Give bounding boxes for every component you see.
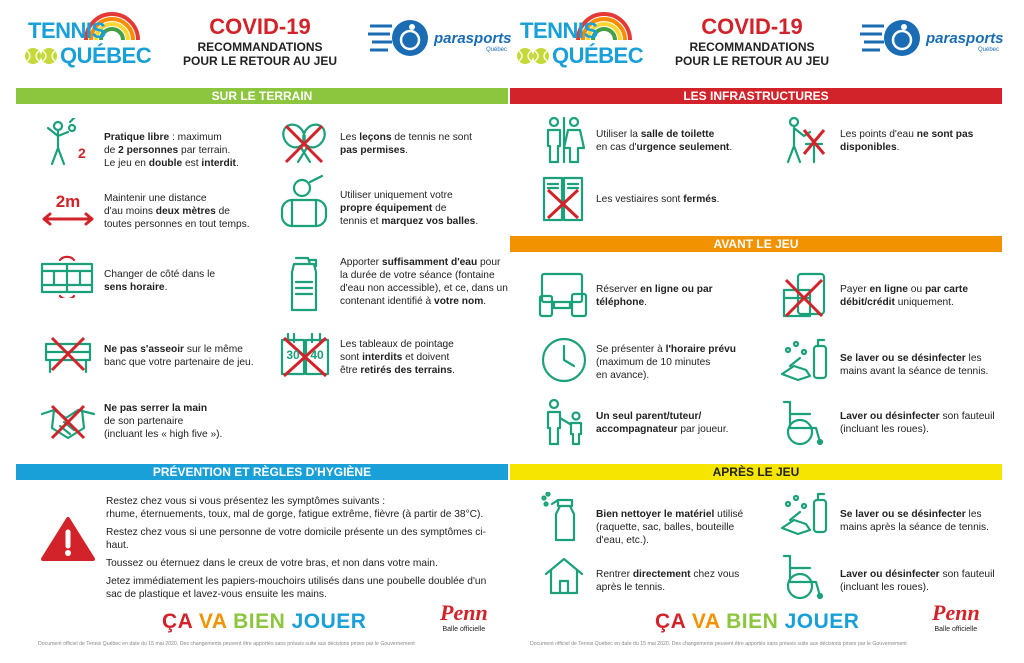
handshake-text: Ne pas serrer la main de son partenaire (incluant les « high five »). bbox=[104, 403, 223, 440]
warning-icon bbox=[40, 516, 96, 562]
prevention-p2: Restez chez vous si une personne de votre domicile présente un des symptômes ci-haut. bbox=[106, 527, 486, 551]
house-icon bbox=[542, 556, 586, 596]
page-subtitle-2: POUR LE RETOUR AU JEU bbox=[674, 54, 830, 68]
prevention-p4b: sac de plastique et lavez-vous ensuite les mains. bbox=[106, 589, 327, 600]
locker-text: Les vestiaires sont fermés. bbox=[596, 194, 720, 205]
parent-icon bbox=[540, 398, 590, 446]
toilet-text: Utiliser la salle de toilette en cas d'urgence seulement. bbox=[596, 129, 733, 153]
spray-icon bbox=[540, 492, 584, 544]
section-prevention-header: PRÉVENTION ET RÈGLES D'HYGIÈNE bbox=[16, 464, 508, 480]
page-title: COVID-19 bbox=[701, 14, 803, 39]
wheelchair-icon bbox=[780, 552, 828, 600]
handwash-icon bbox=[780, 336, 830, 388]
logo-quebec-text: QUÉBEC bbox=[60, 43, 152, 68]
water-text: Apporter suffisamment d'eau pour la durée de votre séance (fontaine d'eau non accessible), et ce, dans un contenant identifié à votre nom. bbox=[340, 257, 508, 307]
penn-logo-left: Penn Balle officielle bbox=[440, 600, 488, 633]
handwash-icon bbox=[780, 490, 830, 542]
wheelchair-before-text: Laver ou désinfecter son fauteuil (incluant les roues). bbox=[840, 411, 995, 435]
bench-icon bbox=[42, 334, 94, 374]
section-apres-header: APRÈS LE JEU bbox=[510, 464, 1002, 480]
locker-icon bbox=[542, 176, 586, 222]
distance-text: Maintenir une distance d'au moins deux mètres de toutes personnes en tout temps. bbox=[104, 193, 250, 230]
logo-quebec-text: QUÉBEC bbox=[552, 43, 644, 68]
tennis-quebec-logo-left bbox=[22, 8, 152, 70]
wheelchair-icon bbox=[780, 398, 828, 446]
wheelchair-athlete-icon bbox=[860, 18, 924, 58]
side-text: Changer de côté dans le sens horaire. bbox=[104, 269, 216, 293]
pay-text: Payer en ligne ou par carte débit/crédit uniquement. bbox=[840, 284, 968, 308]
payment-icon bbox=[780, 270, 828, 320]
double-arrow-icon bbox=[40, 212, 96, 226]
wheelchair-after-text: Laver ou désinfecter son fauteuil (incluant les roues). bbox=[840, 569, 995, 593]
prevention-p1b: rhume, éternuements, toux, mal de gorge, fatigue extrême, fièvre (à partir de 38°C). bbox=[106, 509, 484, 520]
prevention-p1a: Restez chez vous si vous présentez les symptômes suivants : bbox=[106, 496, 386, 507]
bag-icon bbox=[278, 174, 330, 230]
parasports-logo-left bbox=[368, 18, 512, 63]
bottle-icon bbox=[286, 254, 322, 314]
footer-left: Document officiel de Tennis Québec en date du 15 mai 2020. Des changements peuvent être apportés sans préavis suite aux décisions prises par le Gouvernement bbox=[38, 641, 415, 647]
parasports-sub: Québec bbox=[486, 47, 508, 53]
section-avant-header: AVANT LE JEU bbox=[510, 236, 1002, 252]
fountain-text: Les points d'eau ne sont pas disponibles. bbox=[840, 129, 974, 153]
court-icon bbox=[40, 254, 94, 298]
penn-logo-right: Penn Balle officielle bbox=[932, 600, 980, 633]
toilet-icon bbox=[542, 116, 586, 164]
handshake-icon bbox=[40, 402, 96, 442]
header-right bbox=[672, 14, 832, 68]
section-infra-header: LES INFRASTRUCTURES bbox=[510, 88, 1002, 104]
score-text: Les tableaux de pointage sont interdits et doivent être retirés des terrains. bbox=[340, 339, 455, 376]
score-left: 30 bbox=[286, 348, 300, 362]
wash-before-text: Se laver ou se désinfecter les mains avant la séance de tennis. bbox=[840, 353, 989, 377]
bench-text: Ne pas s'asseoir sur le même banc que votre partenaire de jeu. bbox=[104, 344, 254, 368]
parasports-sub: Québec bbox=[978, 47, 1000, 53]
page-subtitle-2: POUR LE RETOUR AU JEU bbox=[182, 54, 338, 68]
scoreboard-icon bbox=[280, 332, 330, 378]
prevention-text bbox=[106, 495, 506, 601]
logo-tennis-text: TENNIS bbox=[520, 18, 598, 43]
players-icon bbox=[42, 118, 92, 170]
slogan-left: ÇA VA BIEN JOUER bbox=[162, 610, 367, 633]
devices-icon bbox=[538, 272, 588, 318]
section-terrain-header: SUR LE TERRAIN bbox=[16, 88, 508, 104]
wash-after-text: Se laver ou se désinfecter les mains après la séance de tennis. bbox=[840, 509, 989, 533]
distance-icon bbox=[40, 192, 96, 231]
parent-text: Un seul parent/tuteur/ accompagnateur par joueur. bbox=[596, 411, 729, 435]
lessons-text: Les leçons de tennis ne sont pas permises. bbox=[340, 132, 472, 156]
page-subtitle-1: RECOMMANDATIONS bbox=[689, 40, 815, 54]
parasports-name: parasports bbox=[434, 30, 512, 47]
clock-icon bbox=[540, 336, 588, 384]
home-text: Rentrer directement chez vous après le tennis. bbox=[596, 569, 740, 593]
equipment-text: Utiliser uniquement votre propre équipement de tennis et marquez vos balles. bbox=[340, 190, 479, 227]
slogan-right: ÇA VA BIEN JOUER bbox=[655, 610, 860, 633]
distance-label: 2m bbox=[55, 192, 81, 211]
page-subtitle-1: RECOMMANDATIONS bbox=[197, 40, 323, 54]
logo-tennis-text: TENNIS bbox=[28, 18, 106, 43]
practice-text: Pratique libre : maximum de 2 personnes par terrain. Le jeu en double est interdit. bbox=[104, 132, 239, 169]
parasports-name: parasports bbox=[926, 30, 1004, 47]
score-right: 40 bbox=[310, 348, 324, 362]
clean-text: Bien nettoyer le matériel utilisé (raquette, sac, balles, bouteille d'eau, etc.). bbox=[596, 509, 744, 546]
prevention-p4a: Jetez immédiatement les papiers-mouchoirs utilisés dans une poubelle doublée d'un bbox=[106, 576, 487, 587]
header-left bbox=[180, 14, 340, 68]
rackets-icon bbox=[280, 122, 328, 166]
footer-right: Document officiel de Tennis Québec en date du 15 mai 2020. Des changements peuvent être apportés sans préavis suite aux décisions prises par le Gouvernement bbox=[530, 641, 907, 647]
page-title: COVID-19 bbox=[209, 14, 311, 39]
players-count-badge: 2 bbox=[78, 145, 86, 161]
wheelchair-athlete-icon bbox=[368, 18, 432, 58]
fountain-icon bbox=[780, 116, 826, 164]
prevention-p3: Toussez ou éternuez dans le creux de votre bras, et non dans votre main. bbox=[106, 558, 438, 569]
parasports-logo-right bbox=[860, 18, 1004, 63]
reserve-text: Réserver en ligne ou par téléphone. bbox=[596, 284, 713, 308]
time-text: Se présenter à l'horaire prévu (maximum de 10 minutes en avance). bbox=[596, 344, 737, 381]
tennis-quebec-logo-right bbox=[514, 8, 644, 70]
